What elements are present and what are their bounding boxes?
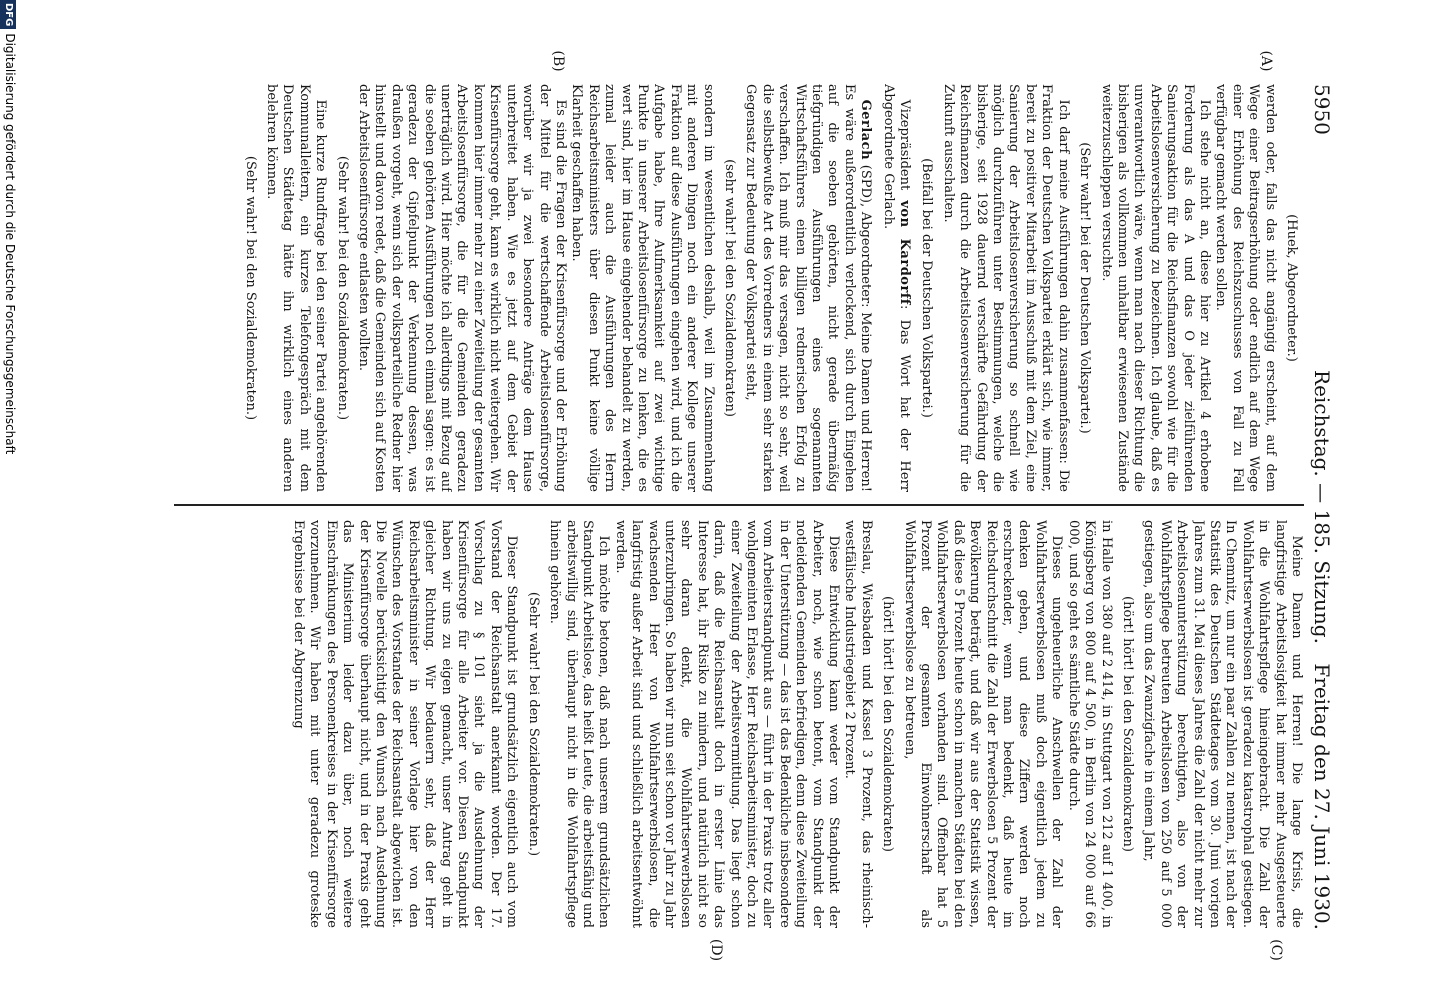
- interjection: (Sehr wahr! bei den Sozialdemokraten.): [525, 591, 541, 857]
- paragraph: Dieses ungeheuerliche Anschwellen der Zahl der Wohlfahrtserwerbslosen muß doch eigentlich jedem zu denken geben, und diese Ziffern werden noch erschreckender, wenn man bedenkt, daß heute im Reichsdurchschnitt die Zahl der Erwerbslosen 5 Prozent der Bevölkerung beträgt, und daß wir aus der Statistik wissen, daß diese 5 Prozent heute schon in manchen Städten bei den Wohlfahrtserwerbslosen vorhanden sind. Offenbar hat 5 Prozent der gesamten Einwohnerschaft als Wohlfahrtserwerbslose zu betreuen,: [901, 520, 1065, 928]
- margin-letter-c: (C): [1268, 939, 1284, 961]
- paragraph: Meine Damen und Herren! Die lange Krisis, die langfristige Arbeitslosigkeit hat immer mehr Ausgesteuerte in die Wohlfahrtspflege hineingebracht. Die Zahl der Wohlfahrtserwerbslosen ist geradezu katastrophal gestiegen. In Chemnitz, um nur ein paar Zahlen zu nennen, ist nach der Statistik des Deutschen Städtetages vom 30. Juni vorigen Jahres zum 31. Mai dieses Jahres die Zahl der nicht mehr zur Arbeitslosenunterstützung berechtigten, also von der Wohlfahrtspflege betreuten Arbeitslosen von 250 auf 5 000 gestiegen, also um das Zwanzigfache in einem Jahr,: [1141, 520, 1304, 928]
- paragraph: Ich darf meine Ausführungen dahin zusammenfassen: Die Fraktion der Deutschen Volkspartei erklärt sich, wie immer, bereit zu positiver Mitarbeit im Ausschuß mit dem Ziel, eine Sanierung der Arbeitslosenversicherung so schnell wie möglich durchzuführen unter Bestimmungen, welche die bisherige, seit 1928 dauernd verschärfte Gefährdung der Reichsfinanzen durch die Arbeitslosenversicherung für die Zukunft ausschalten.: [940, 84, 1071, 492]
- paragraph: sondern im wesentlichen deshalb, weil im Zusammenhang mit anderen Dingen noch ein anderer Kollege unserer Fraktion auf diese Ausführungen eingehen wird, und ich die Aufgabe habe, Ihre Aufmerksamkeit auf zwei wichtige Punkte in unserer Arbeitslosenfürsorge zu lenken, die es wert sind, hier im Hause eingehender behandelt zu werden, zumal leider auch die Ausführungen des Herrn Reichsarbeitsministers über diesen Punkt keine völlige Klarheit geschaffen haben.: [569, 84, 716, 492]
- chair-name: von Kardorff: [897, 200, 913, 306]
- speech-text: (SPD), Abgeordneter: Meine Damen und Herren! Es wäre außerordentlich verlockend, sich durch Eingehen auf die soeben gehörten, nicht gerade übermäßig tiefgründigen Ausführungen eines sogenannten Wirtschaftsführers einen billigen rednerischen Erfolg zu verschaffen. Ich muß mir das versagen, nicht so sehr, weil die selbstbewußte Art des Vorredners in einem sehr starken Gegensatz zur Bedeutung der Volkspartei steht,: [743, 84, 874, 492]
- paragraph: Diese Entwicklung kann weder vom Standpunkt der Arbeiter, noch, wie schon betont, vom Standpunkt der notleidenden Gemeinden befriedigen, denn diese Zweiteilung in der Unterstützung — das ist das Bedenkliche insbesondere vom Arbeiterstandpunkt aus — führt in der Praxis trotz aller wohlgemeinten Erlasse, Herr Reichsarbeitsminister, doch zu einer Zweiteilung der Arbeitsvermittlung. Das liegt schon darin, daß die Reichsanstalt doch in erster Linie das Interesse hat, ihr Risiko zu mindern, und natürlich nicht so sehr daran denkt, die Wohlfahrtserwerbslosen unterzubringen. So haben wir nun seit schon vor Jahr zu Jahr wachsenden Heer von Wohlfahrtserwerbslosen, die langfristig außer Arbeit sind und schließlich arbeitsentwöhnt werden.: [612, 520, 842, 928]
- speaker-name: Gerlach: [858, 99, 874, 161]
- left-column: [169, 84, 1304, 492]
- paragraph: in Halle von 380 auf 2 414, in Stuttgart von 212 auf 1 400, in Königsberg von 800 auf 4 500, in Berlin von 24 000 auf 66 000, und so geht es sämtliche Städte durch.: [1065, 520, 1114, 928]
- chair-statement: [879, 84, 912, 492]
- dfg-logo: DFG: [0, 0, 16, 29]
- interjection: (Sehr wahr! bei den Sozialdemokraten.): [334, 155, 350, 421]
- interjection: (Beifall bei der Deutschen Volkspartei.): [919, 158, 935, 418]
- paragraph: Eine kurze Rundfrage bei den seiner Partei angehörenden Kommunalleitern, ein kurzes Telefongespräch mit dem Deutschen Städtetag hätte ihn wirklich eines anderen belehren können.: [264, 84, 329, 492]
- chair-text: : Das Wort hat der Herr Abgeordnete Gerlach.: [880, 84, 913, 492]
- page-number: 5950: [1310, 84, 1334, 135]
- interjection: (Sehr wahr! bei der Deutschen Volkspartei.): [1077, 142, 1093, 434]
- interjection: (hört! hört! bei den Sozialdemokraten): [880, 596, 896, 852]
- chair-role: Vizepräsident: [897, 99, 913, 201]
- column-divider: [174, 504, 1304, 506]
- paragraph: werden oder, falls das nicht angängig erscheint, auf dem Wege einer Beitragserhöhung oder endlich auf dem Wege einer Erhöhung des Reichszuschusses von Fall zu Fall verfügbar gemacht werden sollen.: [1213, 84, 1278, 492]
- digitization-footer: [2, 0, 18, 960]
- paragraph: Es sind die Fragen der Krisenfürsorge und der Erhöhung der Mittel für die wertschaffende Arbeitslosenfürsorge, worüber wir ja zwei besondere Anträge dem Hause unterbreitet haben. Wie es jetzt auf dem Gebiet der Krisenfürsorge geht, kann es wirklich nicht weitergehen. Wir kommen hier immer mehr zu einer Zweiteilung der gesamten Arbeitslosenfürsorge, die für die Gemeinden geradezu unerträglich wird. Hier möchte ich allerdings mit Bezug auf die soeben gehörten Ausführungen noch einmal sagen: es ist geradezu der Gipfelpunkt der Verkennung dessen, was draußen vorgeht, wenn sich der volksparteiliche Redner hier hinstellt und davon redet, daß die Gemeinden sich auf Kosten der Arbeitslosenfürsorge entlasten wollten.: [356, 84, 568, 492]
- paragraph: Breslau, Wiesbaden und Kassel 3 Prozent, das rheinisch-westfälische Industriegebiet 2 Prozent.: [842, 520, 874, 928]
- speaker-continuation: (Huek, Abgeordneter.): [1284, 214, 1299, 362]
- interjection: (hört! hört! bei den Sozialdemokraten): [1119, 596, 1135, 852]
- footer-text: Digitalisierung gefördert durch die Deutsche Forschungsgemeinschaft: [3, 33, 17, 455]
- page-header: [1308, 84, 1336, 930]
- margin-letter-b: (B): [550, 50, 566, 72]
- interjection: (Sehr wahr! bei den Sozialdemokraten.): [242, 155, 258, 421]
- margin-letter-d: (D): [708, 938, 724, 962]
- right-column: [169, 520, 1304, 928]
- interjection: (sehr wahr! bei den Sozialdemokraten): [722, 159, 737, 417]
- page-date: Freitag den 27. Juni 1930.: [1310, 663, 1334, 930]
- paragraph: Ich stehe nicht an, diese hier zu Artikel 4 erhobene Forderung als das A und das O jeder zielführenden Sanierungsaktion für die Reichsfinanzen sowohl wie für die Arbeitslosenversicherung zu bezeichnen. Ich glaube, daß es unverantwortlich wäre, wenn man nach dieser Richtung die bisherigen als vollkommen unhaltbar erwiesenen Zustände weiterzuschleppen versuchte.: [1098, 84, 1212, 492]
- margin-letter-a: (A): [1258, 50, 1274, 72]
- speech-start: [742, 84, 873, 492]
- paragraph: Ich möchte betonen, daß nach unserem grundsätzlichen Standpunkt Arbeitslose, das heißt Leute, die arbeitsfähig und arbeitswillig sind, überhaupt nicht in die Wohlfahrtspflege hinein gehören.: [547, 520, 612, 928]
- page-title: Reichstag. — 185. Sitzung.: [1310, 370, 1334, 644]
- paragraph: Dieser Standpunkt ist grundsätzlich eigentlich auch vom Vorstand der Reichsanstalt anerkannt worden. Der 17. Vorschlag zu § 101 sieht ja die Ausdehnung der Krisenfürsorge für alle Arbeiter vor. Diesen Standpunkt haben wir uns zu eigen gemacht, unser Antrag geht in gleicher Richtung. Wir bedauern sehr, daß der Herr Reichsarbeitsminister in seiner Vorlage hier von den Wünschen des Vorstandes der Reichsanstalt abgewichen ist. Die Novelle berücksichtigt den Wunsch nach Ausdehnung der Krisenfürsorge überhaupt nicht, und in der Praxis geht das Ministerium leider dazu über, noch weitere Einschränkungen des Personenkreises in der Krisenfürsorge vorzunehmen. Wir haben mit unter geradezu groteske Ergebnisse bei der Abgrenzung: [291, 520, 520, 928]
